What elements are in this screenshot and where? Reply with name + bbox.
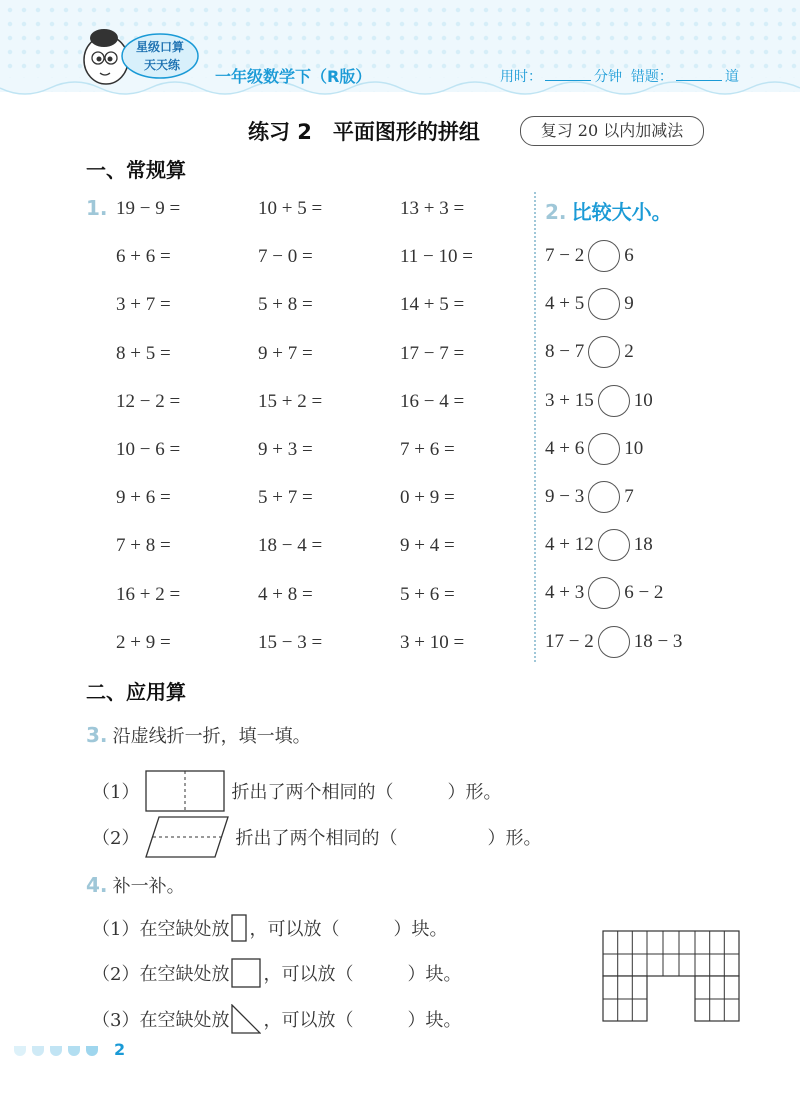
arithmetic-problem: 17 − 7 = bbox=[400, 342, 465, 364]
q3-number: 3. bbox=[86, 723, 108, 747]
comparison-answer-circle[interactable] bbox=[598, 385, 630, 417]
comparison-item bbox=[545, 529, 653, 561]
q4-item-3-after: ，可以放（ ）块。 bbox=[263, 1010, 462, 1031]
comparison-right: 10 bbox=[624, 437, 644, 459]
q3-item-2 bbox=[92, 816, 541, 858]
comparison-right: 18 − 3 bbox=[633, 630, 683, 652]
comparison-left: 17 − 2 bbox=[545, 630, 594, 652]
comparison-item bbox=[545, 240, 634, 272]
arithmetic-problem: 9 + 7 = bbox=[258, 342, 313, 364]
comparison-left: 3 + 15 bbox=[545, 389, 594, 411]
q3-item-1 bbox=[92, 770, 501, 812]
footer-dot bbox=[68, 1046, 80, 1056]
comparison-item bbox=[545, 336, 634, 368]
parallelogram-fold-icon bbox=[145, 816, 229, 858]
arithmetic-problem: 5 + 8 = bbox=[258, 294, 313, 316]
triangle-icon bbox=[231, 1004, 261, 1034]
comparison-left: 9 − 3 bbox=[545, 486, 585, 507]
comparison-left: 7 − 2 bbox=[545, 245, 585, 266]
comparison-answer-circle[interactable] bbox=[588, 577, 620, 609]
q4-heading bbox=[86, 872, 185, 898]
comparison-right: 18 bbox=[633, 534, 653, 556]
arithmetic-problem: 4 + 8 = bbox=[258, 583, 313, 605]
errors-label: 错题： bbox=[630, 69, 673, 85]
column-divider bbox=[534, 192, 536, 662]
q4-item-3 bbox=[92, 1004, 461, 1034]
logo-line-1: 星级口算 bbox=[136, 40, 185, 54]
q4-item-2 bbox=[92, 958, 461, 988]
comparison-item bbox=[545, 577, 663, 609]
arithmetic-problem: 3 + 7 = bbox=[116, 294, 171, 316]
q4-item-2-after: ，可以放（ ）块。 bbox=[263, 964, 462, 985]
arithmetic-problem: 16 + 2 = bbox=[116, 583, 181, 605]
time-label: 用时： bbox=[500, 69, 542, 85]
comparison-left: 4 + 6 bbox=[545, 437, 585, 459]
footer-dot bbox=[14, 1046, 26, 1056]
section-2-title: 二、应用算 bbox=[86, 680, 186, 704]
comparison-item bbox=[545, 433, 643, 465]
logo-line-2: 天天练 bbox=[144, 58, 181, 72]
time-unit: 分钟 bbox=[594, 69, 622, 85]
comparison-right: 9 bbox=[624, 293, 634, 315]
arithmetic-problem: 15 − 3 = bbox=[258, 631, 323, 653]
arithmetic-problem: 3 + 10 = bbox=[400, 631, 465, 653]
arithmetic-problem: 5 + 7 = bbox=[258, 487, 313, 509]
q3-item-2-text: 折出了两个相同的（ ）形。 bbox=[235, 828, 542, 849]
square-icon bbox=[231, 958, 261, 988]
q3-heading bbox=[86, 722, 311, 748]
q4-item-1 bbox=[92, 914, 447, 942]
book-title: 一年级数学下（R版） bbox=[215, 67, 372, 86]
comparison-left: 4 + 5 bbox=[545, 293, 585, 315]
footer-decoration bbox=[14, 1046, 98, 1056]
arithmetic-problem: 2 + 9 = bbox=[116, 631, 171, 653]
header-record bbox=[500, 66, 739, 86]
arithmetic-problem: 0 + 9 = bbox=[400, 487, 455, 509]
review-tag: 复习 20 以内加减法 bbox=[520, 116, 704, 146]
rectangle-fold-icon bbox=[145, 770, 225, 812]
arithmetic-problem: 11 − 10 = bbox=[400, 246, 473, 268]
q4-item-3-num: （3） bbox=[92, 1010, 140, 1031]
arithmetic-problem: 18 − 4 = bbox=[258, 535, 323, 557]
mascot-logo bbox=[78, 18, 208, 98]
q4-item-1-after: ，可以放（ ）块。 bbox=[249, 919, 448, 940]
comparison-answer-circle[interactable] bbox=[598, 626, 630, 658]
comparison-right: 6 − 2 bbox=[624, 582, 664, 604]
comparison-left: 8 − 7 bbox=[545, 341, 585, 363]
arithmetic-problem: 13 + 3 = bbox=[400, 198, 465, 219]
footer-dot bbox=[32, 1046, 44, 1056]
arithmetic-problem: 15 + 2 = bbox=[258, 390, 323, 412]
comparison-item bbox=[545, 626, 682, 658]
arithmetic-problem: 14 + 5 = bbox=[400, 294, 465, 316]
arithmetic-problem: 19 − 9 = bbox=[116, 198, 181, 219]
q4-item-1-before: 在空缺处放 bbox=[139, 919, 230, 940]
arithmetic-problem: 7 − 0 = bbox=[258, 246, 313, 268]
arithmetic-problem: 16 − 4 = bbox=[400, 390, 465, 412]
comparison-right: 2 bbox=[624, 341, 634, 363]
q4-item-1-num: （1） bbox=[92, 919, 140, 940]
arithmetic-problem: 12 − 2 = bbox=[116, 390, 181, 412]
q4-prompt: 补一补。 bbox=[112, 876, 185, 897]
arch-figure bbox=[602, 930, 740, 1022]
q1-number: 1. bbox=[86, 196, 108, 220]
errors-unit: 道 bbox=[724, 69, 739, 85]
comparison-item bbox=[545, 385, 653, 417]
comparison-right: 10 bbox=[633, 389, 653, 411]
arithmetic-problem: 6 + 6 = bbox=[116, 246, 171, 268]
thin-rectangle-icon bbox=[231, 914, 247, 942]
arithmetic-problem: 5 + 6 = bbox=[400, 583, 455, 605]
q3-item-1-text: 折出了两个相同的（ ）形。 bbox=[231, 782, 502, 803]
comparison-right: 7 bbox=[624, 486, 634, 507]
q3-item-2-num: （2） bbox=[92, 828, 140, 849]
arithmetic-problem: 8 + 5 = bbox=[116, 342, 171, 364]
arithmetic-problem: 7 + 8 = bbox=[116, 535, 171, 557]
mascot-icon bbox=[78, 18, 208, 98]
comparison-left: 4 + 3 bbox=[545, 582, 585, 604]
page-number: 2 bbox=[114, 1040, 126, 1059]
comparison-answer-circle[interactable] bbox=[588, 433, 620, 465]
arithmetic-problem: 10 − 6 = bbox=[116, 439, 181, 460]
comparison-item bbox=[545, 288, 634, 320]
q2-heading bbox=[545, 196, 672, 225]
q3-prompt: 沿虚线折一折，填一填。 bbox=[112, 726, 311, 747]
comparison-answer-circle[interactable] bbox=[598, 529, 630, 561]
comparison-item bbox=[545, 481, 634, 513]
q2-number: 2. bbox=[545, 200, 567, 224]
comparison-answer-circle[interactable] bbox=[588, 240, 620, 272]
q3-item-1-num: （1） bbox=[92, 782, 140, 803]
q4-item-3-before: 在空缺处放 bbox=[139, 1010, 230, 1031]
arithmetic-problem: 9 + 4 = bbox=[400, 535, 455, 557]
arithmetic-problem: 9 + 6 = bbox=[116, 487, 171, 509]
q4-item-2-before: 在空缺处放 bbox=[139, 964, 230, 985]
footer-dot bbox=[86, 1046, 98, 1056]
time-blank[interactable] bbox=[545, 68, 591, 81]
comparison-answer-circle[interactable] bbox=[588, 481, 620, 513]
comparison-answer-circle[interactable] bbox=[588, 336, 620, 368]
arithmetic-problem: 7 + 6 = bbox=[400, 439, 455, 460]
section-1-title: 一、常规算 bbox=[86, 158, 186, 182]
arithmetic-problem: 9 + 3 = bbox=[258, 439, 313, 460]
footer-dot bbox=[50, 1046, 62, 1056]
comparison-answer-circle[interactable] bbox=[588, 288, 620, 320]
arithmetic-problem: 10 + 5 = bbox=[258, 198, 323, 219]
comparison-left: 4 + 12 bbox=[545, 534, 594, 556]
errors-blank[interactable] bbox=[676, 68, 722, 81]
lesson-title: 练习 2 平面图形的拼组 bbox=[248, 120, 480, 144]
q2-title: 比较大小。 bbox=[571, 200, 672, 224]
q4-item-2-num: （2） bbox=[92, 964, 140, 985]
q4-number: 4. bbox=[86, 873, 108, 897]
comparison-right: 6 bbox=[624, 245, 634, 266]
